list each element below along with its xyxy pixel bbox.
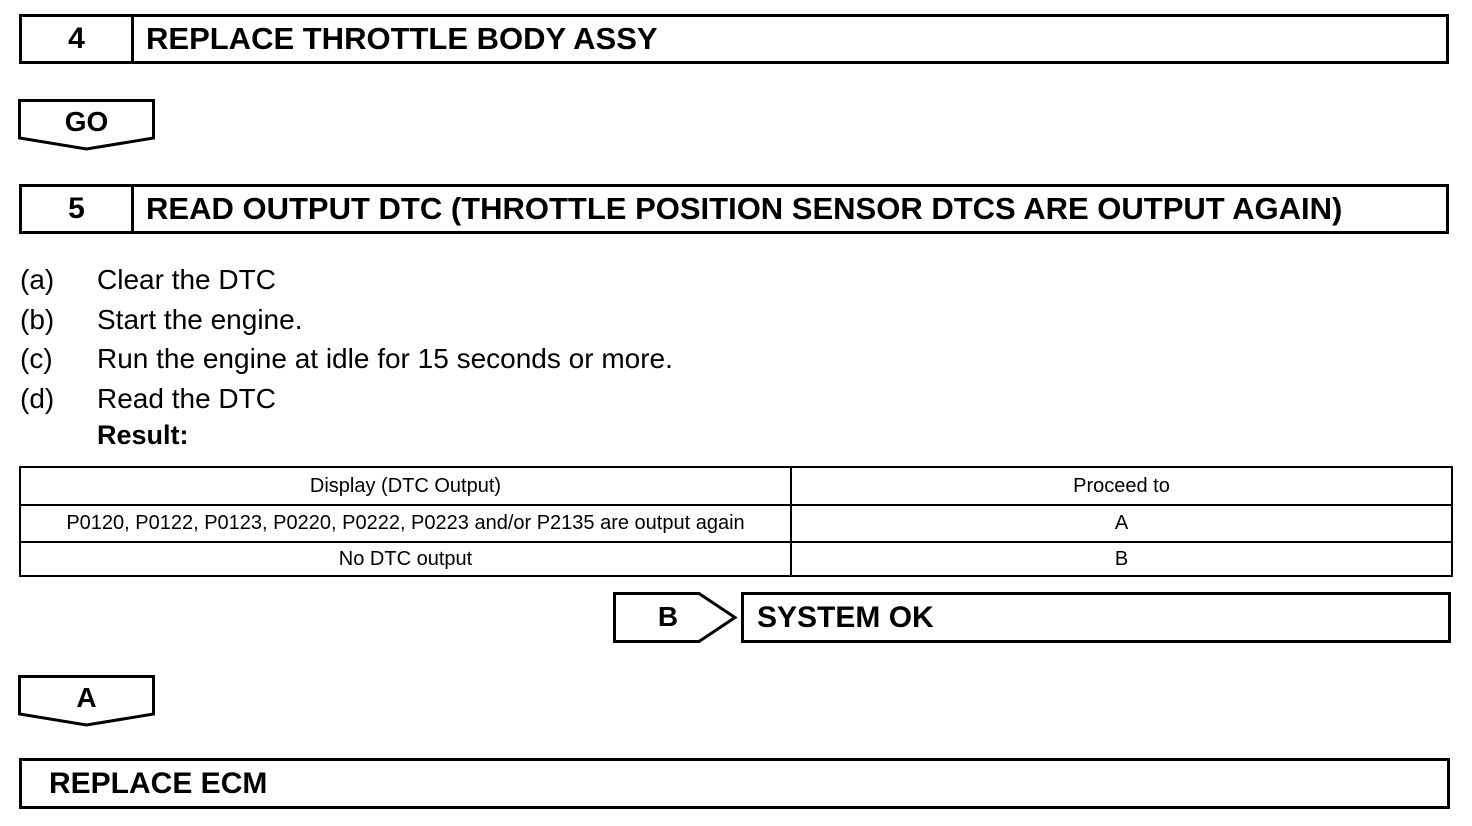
replace-ecm-box: REPLACE ECM: [19, 758, 1450, 809]
table-header-row: [20, 467, 1452, 505]
go-arrow-label: GO: [64, 106, 109, 137]
table-row: [20, 505, 1452, 542]
branch-b-label: B: [657, 601, 679, 632]
procedure-item-key: (a): [20, 264, 55, 295]
procedure-item-key: (d): [20, 382, 55, 414]
procedure-item-key: (b): [20, 303, 55, 335]
step-5-title: READ OUTPUT DTC (THROTTLE POSITION SENSOR DTCS ARE OUTPUT AGAIN): [146, 191, 1343, 226]
go-arrow: [18, 99, 155, 151]
step-5-number: 5: [22, 187, 134, 231]
system-ok-box: SYSTEM OK: [741, 592, 1451, 643]
table-row: [20, 542, 1452, 576]
branch-a-label: A: [76, 682, 97, 713]
step-4-header: [19, 14, 1449, 64]
table-cell: P0120, P0122, P0123, P0220, P0222, P0223 and/or P2135 are output again: [20, 505, 791, 542]
table-cell: No DTC output: [20, 542, 791, 576]
table-header-cell: Proceed to: [791, 467, 1452, 505]
procedure-item-text: Clear the DTC: [97, 264, 276, 295]
step-5-header: [19, 184, 1449, 234]
step-4-number: 4: [22, 17, 134, 61]
table-cell: A: [791, 505, 1452, 542]
branch-b-arrow: [613, 592, 737, 643]
result-table: [19, 466, 1453, 577]
result-label: Result:: [97, 420, 189, 450]
procedure-item-text: Start the engine.: [97, 303, 303, 335]
table-header-cell: Display (DTC Output): [20, 467, 791, 505]
procedure-item-key: (c): [20, 343, 53, 374]
table-cell: B: [791, 542, 1452, 576]
procedure-item-text: Run the engine at idle for 15 seconds or more.: [97, 343, 673, 374]
step-4-title: REPLACE THROTTLE BODY ASSY: [146, 21, 658, 56]
procedure-item-text: Read the DTC: [97, 382, 276, 414]
branch-a-arrow: [18, 675, 155, 727]
